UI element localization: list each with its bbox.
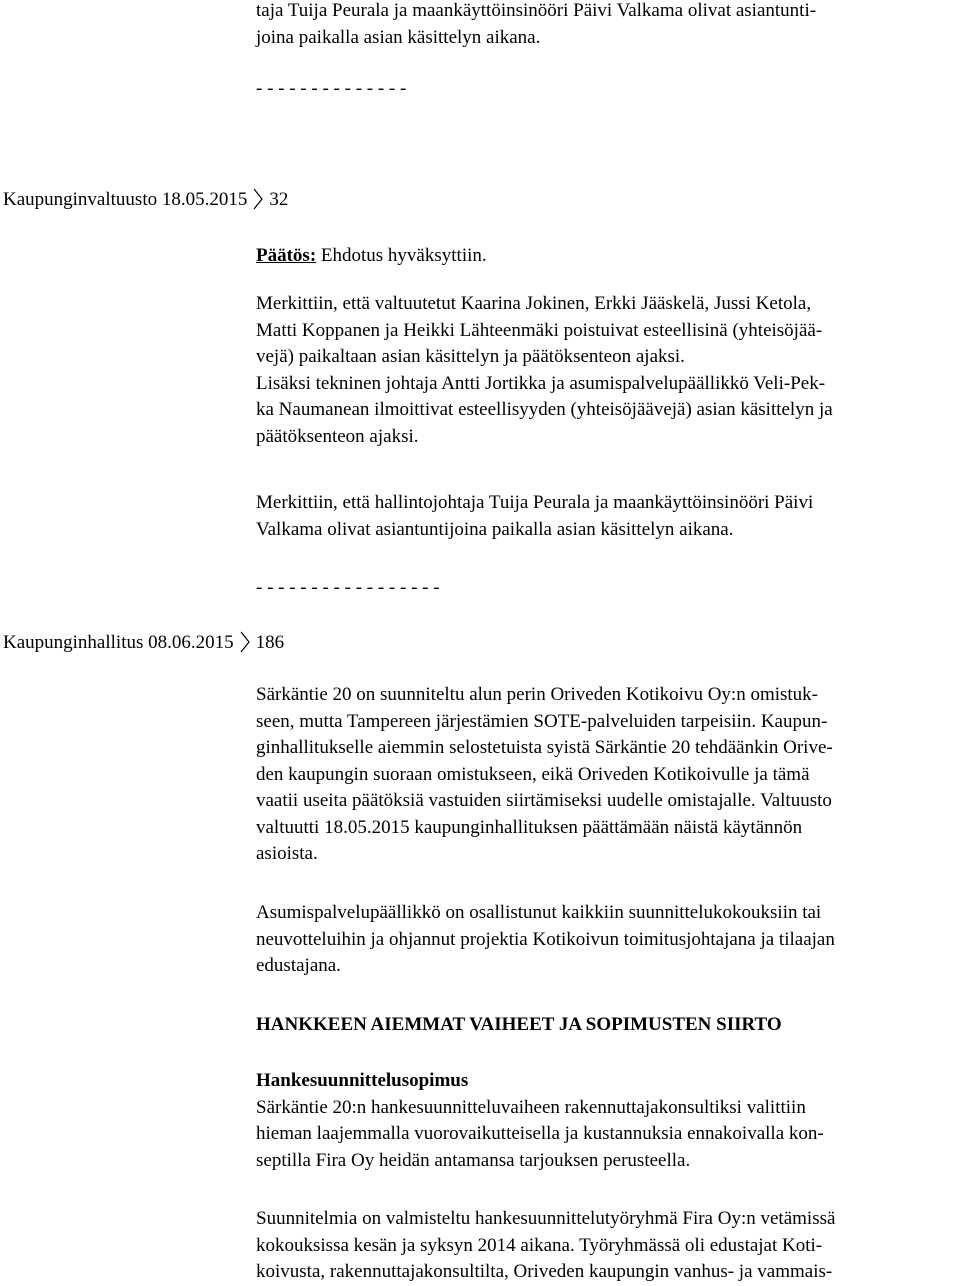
text-line: vaatii useita päätöksiä vastuiden siirtämiseksi uudelle omistajalle. Valtuusto — [256, 790, 832, 811]
text-line: Särkäntie 20 on suunniteltu alun perin Oriveden Kotikoivu Oy:n omistuk- — [256, 684, 819, 705]
text-line: kokouksissa kesän ja syksyn 2014 aikana. Työryhmässä oli edustajat Koti- — [256, 1234, 823, 1256]
decision-label: Päätös: — [256, 245, 317, 266]
text-line: hieman laajemmalla vuorovaikutteisella ja kustannuksia ennakoivalla kon- — [256, 1123, 824, 1144]
text-line: septilla Fira Oy heidän antamansa tarjouksen perusteella. — [256, 1149, 691, 1171]
section-number: 186 — [255, 632, 285, 653]
text-line: koivusta, rakennuttajakonsultilta, Oriveden kaupungin vanhus- ja vammais- — [256, 1261, 833, 1282]
text-line: Merkittiin, että valtuutetut Kaarina Jokinen, Erkki Jääskelä, Jussi Ketola, — [256, 293, 812, 314]
meeting-body-name: Kaupunginhallitus 08.06.2015 — [3, 632, 234, 653]
text-line: päätöksenteon ajaksi. — [256, 425, 419, 447]
text-line: asioista. — [256, 843, 318, 864]
subsection-heading: Hankesuunnittelusopimus — [256, 1070, 469, 1091]
text-line: joina paikalla asian käsittelyn aikana. — [256, 26, 541, 48]
meeting-body-name: Kaupunginvaltuusto 18.05.2015 — [3, 189, 248, 210]
section-heading: HANKKEEN AIEMMAT VAIHEET JA SOPIMUSTEN SIIRTO — [256, 1014, 782, 1035]
section-separator: - - - - - - - - - - - - - - - - - — [256, 577, 440, 598]
meeting-label-valtuusto — [3, 187, 288, 213]
text-line: ginhallitukselle aiemmin selostetuista syistä Särkäntie 20 tehdäänkin Orive- — [256, 737, 833, 758]
text-line: Valkama olivat asiantuntijoina paikalla asian käsittelyn aikana. — [256, 518, 734, 540]
section-number: 32 — [269, 189, 289, 210]
text-line: Särkäntie 20:n hankesuunnitteluvaiheen rakennuttajakonsultiksi valittiin — [256, 1096, 806, 1118]
paragraph — [256, 291, 956, 450]
paragraph — [256, 900, 956, 980]
paragraph — [256, 682, 956, 868]
text-line: taja Tuija Peurala ja maankäyttöinsinööri Päivi Valkama olivat asiantunti- — [256, 0, 817, 21]
text-line: Asumispalvelupäällikkö on osallistunut kaikkiin suunnittelukokouksiin tai — [256, 902, 822, 923]
text-line: valtuutti 18.05.2015 kaupunginhallituksen päättämään näistä käytännön — [256, 816, 803, 838]
decision-text: Ehdotus hyväksyttiin. — [316, 245, 487, 266]
subsection — [256, 1068, 956, 1174]
top-continuation-text — [256, 0, 956, 51]
paragraph — [256, 1206, 956, 1286]
text-line: edustajana. — [256, 955, 341, 976]
section-separator: - - - - - - - - - - - - - - — [256, 78, 407, 99]
text-line: seen, mutta Tampereen järjestämien SOTE-palveluiden tarpeisiin. Kaupun- — [256, 710, 828, 732]
text-line: Matti Koppanen ja Heikki Lähteenmäki poistuivat esteellisinä (yhteisöjää- — [256, 319, 823, 341]
text-line: ka Naumanean ilmoittivat esteellisyyden (yhteisöjäävejä) asian käsittelyn ja — [256, 399, 833, 420]
text-line: Lisäksi tekninen johtaja Antti Jortikka ja asumispalvelupäällikkö Veli-Pek- — [256, 372, 826, 394]
section-sign-icon — [253, 188, 263, 210]
paragraph — [256, 490, 956, 543]
text-line: Merkittiin, että hallintojohtaja Tuija Peurala ja maankäyttöinsinööri Päivi — [256, 492, 814, 513]
text-line: den kaupungin suoraan omistukseen, eikä Oriveden Kotikoivulle ja tämä — [256, 763, 810, 785]
text-line: vejä) paikaltaan asian käsittelyn ja päätöksenteon ajaksi. — [256, 346, 685, 367]
text-line: neuvotteluihin ja ohjannut projektia Kotikoivun toimitusjohtajana ja tilaajan — [256, 928, 835, 950]
decision-line — [256, 243, 956, 270]
meeting-label-hallitus — [3, 630, 284, 656]
section-sign-icon — [240, 631, 250, 653]
text-line: Suunnitelmia on valmisteltu hankesuunnittelutyöryhmä Fira Oy:n vetämissä — [256, 1208, 836, 1229]
